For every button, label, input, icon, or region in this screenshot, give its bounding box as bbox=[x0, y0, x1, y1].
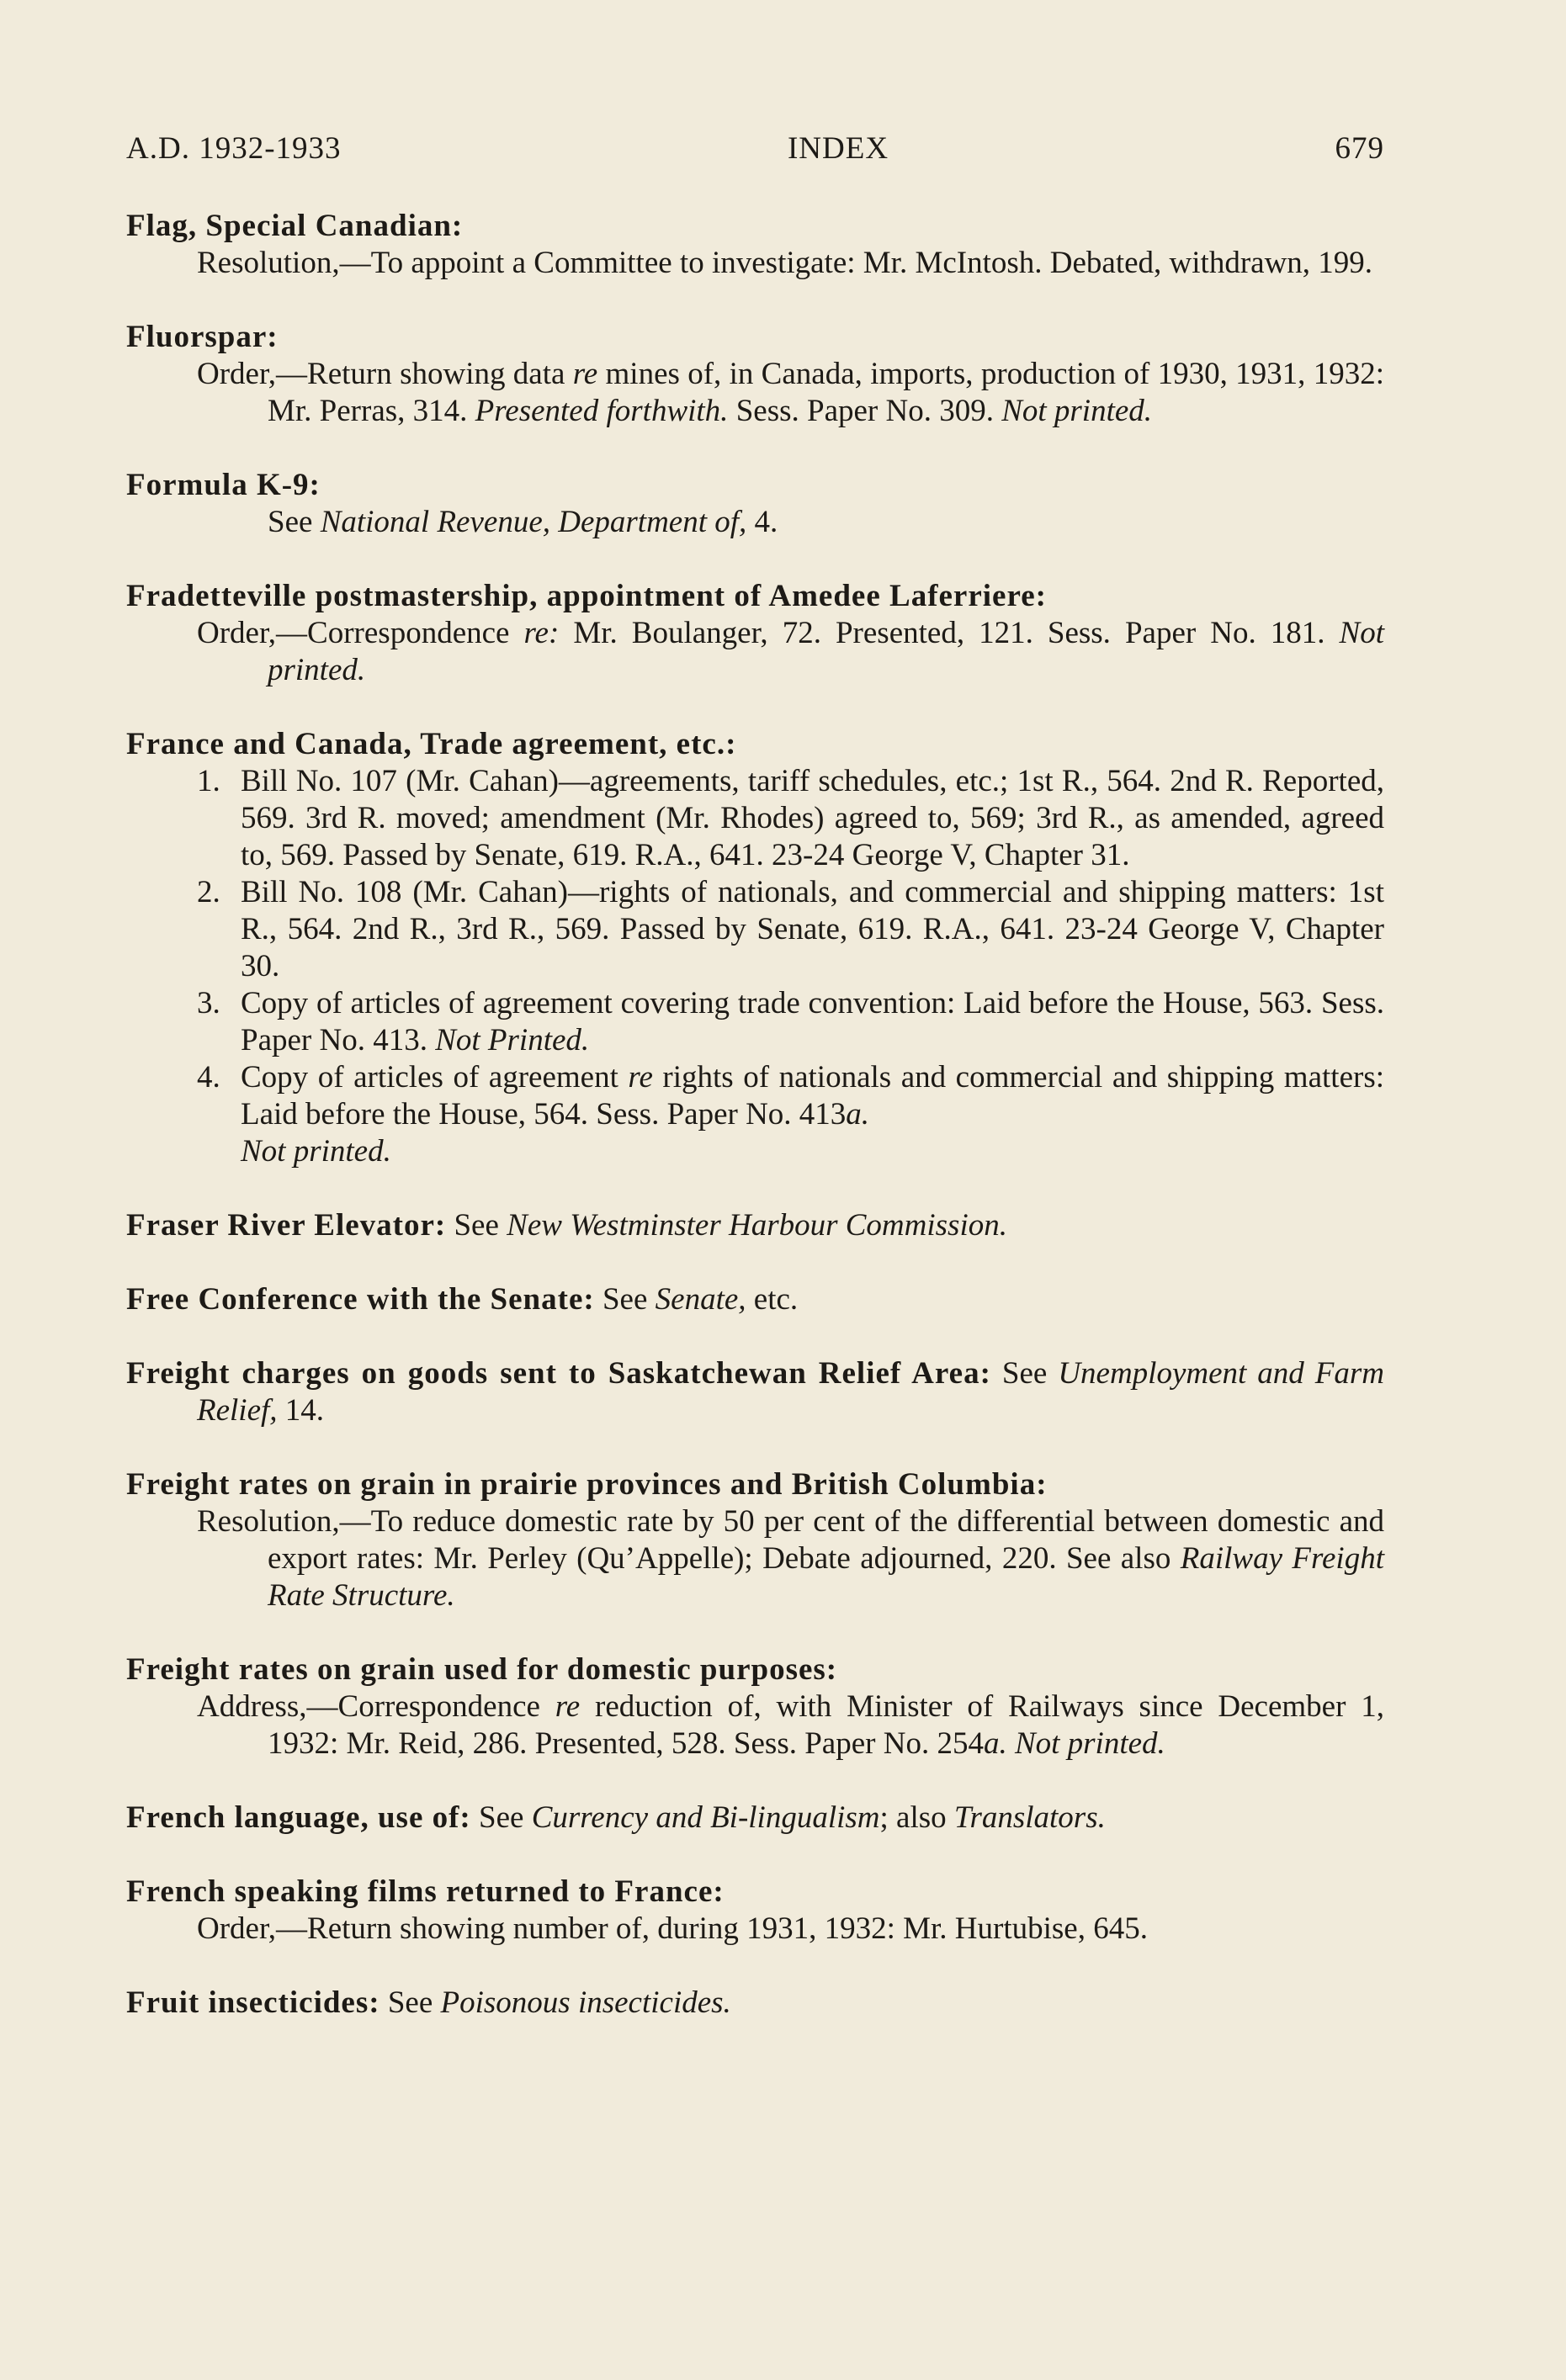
entry-french-language: French language, use of: See Currency and Bi-lingualism; also Translators. bbox=[126, 1800, 1106, 1835]
entry-french-films bbox=[126, 1874, 1384, 1948]
entry-freight-domestic bbox=[126, 1651, 1384, 1762]
entry-text: Order,—Return showing number of, during 1931, 1932: Mr. Hurtubise, 645. bbox=[197, 1911, 1148, 1946]
list-item: 2. Bill No. 108 (Mr. Cahan)—rights of nationals, and commercial and shipping matters: 1st R., 564. 2nd R., 3rd R., 569. Passed by Senate, 619. R.A., 641. 23-24 George V, Chapter 30. bbox=[197, 875, 1384, 983]
entry-text: Resolution,—To appoint a Committee to investigate: Mr. McIntosh. Debated, withdrawn, 199. bbox=[197, 246, 1373, 280]
entry-heading: French speaking films returned to France: bbox=[126, 1874, 725, 1909]
entry-heading: Fluorspar: bbox=[126, 320, 279, 354]
header-years: A.D. 1932-1933 bbox=[126, 131, 342, 166]
entry-france-canada bbox=[126, 726, 1384, 1170]
entry-text: See National Revenue, Department of, 4. bbox=[268, 505, 778, 539]
entry-fruit-insecticides: Fruit insecticides: See Poisonous insecticides. bbox=[126, 1985, 731, 2020]
entry-heading: Formula K-9: bbox=[126, 468, 321, 502]
entry-heading: France and Canada, Trade agreement, etc.: bbox=[126, 727, 737, 761]
entry-heading: Freight rates on grain used for domestic purposes: bbox=[126, 1652, 838, 1687]
entry-fradetteville bbox=[126, 578, 1384, 689]
entry-formula-k9 bbox=[126, 467, 1384, 541]
entry-text: Order,—Correspondence re: Mr. Boulanger, 72. Presented, 121. Sess. Paper No. 181. Not printed. bbox=[197, 616, 1384, 687]
entry-flag bbox=[126, 208, 1384, 282]
entry-text: Address,—Correspondence re reduction of, with Minister of Railways since December 1, 1932: Mr. Reid, 286. Presented, 528. Sess. Paper No. 254a. Not printed. bbox=[197, 1689, 1385, 1761]
header-title: INDEX bbox=[787, 131, 889, 166]
page-number: 679 bbox=[1335, 131, 1384, 166]
entry-text: Order,—Return showing data re mines of, in Canada, imports, production of 1930, 1931, 1932: Mr. Perras, 314. Presented forthwith. Sess. Paper No. 309. Not printed. bbox=[197, 357, 1384, 428]
list-item: 1. Bill No. 107 (Mr. Cahan)—agreements, tariff schedules, etc.; 1st R., 564. 2nd R. Reported, 569. 3rd R. moved; amendment (Mr. Rhodes) agreed to, 569; 3rd R., as amended, agreed to, 569. Passed by Senate, 619. R.A., 641. 23-24 George V, Chapter 31. bbox=[197, 764, 1384, 872]
entry-heading: Fradetteville postmastership, appointment of Amedee Laferriere: bbox=[126, 579, 1047, 613]
entry-fraser-river: Fraser River Elevator: See New Westminster Harbour Commission. bbox=[126, 1208, 1007, 1243]
entry-text: Resolution,—To reduce domestic rate by 50 per cent of the differential between domestic and export rates: Mr. Perley (Qu’Appelle); Debate adjourned, 220. See also Railway Freight Rate Structure. bbox=[197, 1504, 1384, 1613]
entry-fluorspar bbox=[126, 319, 1384, 430]
entry-heading: Freight rates on grain in prairie provinces and British Columbia: bbox=[126, 1467, 1048, 1502]
index-page bbox=[126, 130, 1384, 2059]
running-header bbox=[126, 130, 1384, 167]
entry-freight-charges: Freight charges on goods sent to Saskatchewan Relief Area: See Unemployment and Farm Relief, 14. bbox=[126, 1356, 1384, 1428]
index-entries bbox=[126, 208, 1384, 2022]
entry-heading: Flag, Special Canadian: bbox=[126, 209, 464, 243]
list-item: 4. Copy of articles of agreement re rights of nationals and commercial and shipping matters: Laid before the House, 564. Sess. Paper No. 413a. Not printed. bbox=[197, 1060, 1384, 1169]
entry-freight-prairie bbox=[126, 1466, 1384, 1614]
list-item: 3. Copy of articles of agreement covering trade convention: Laid before the House, 563. Sess. Paper No. 413. Not Printed. bbox=[197, 986, 1384, 1057]
entry-free-conference: Free Conference with the Senate: See Senate, etc. bbox=[126, 1282, 799, 1317]
